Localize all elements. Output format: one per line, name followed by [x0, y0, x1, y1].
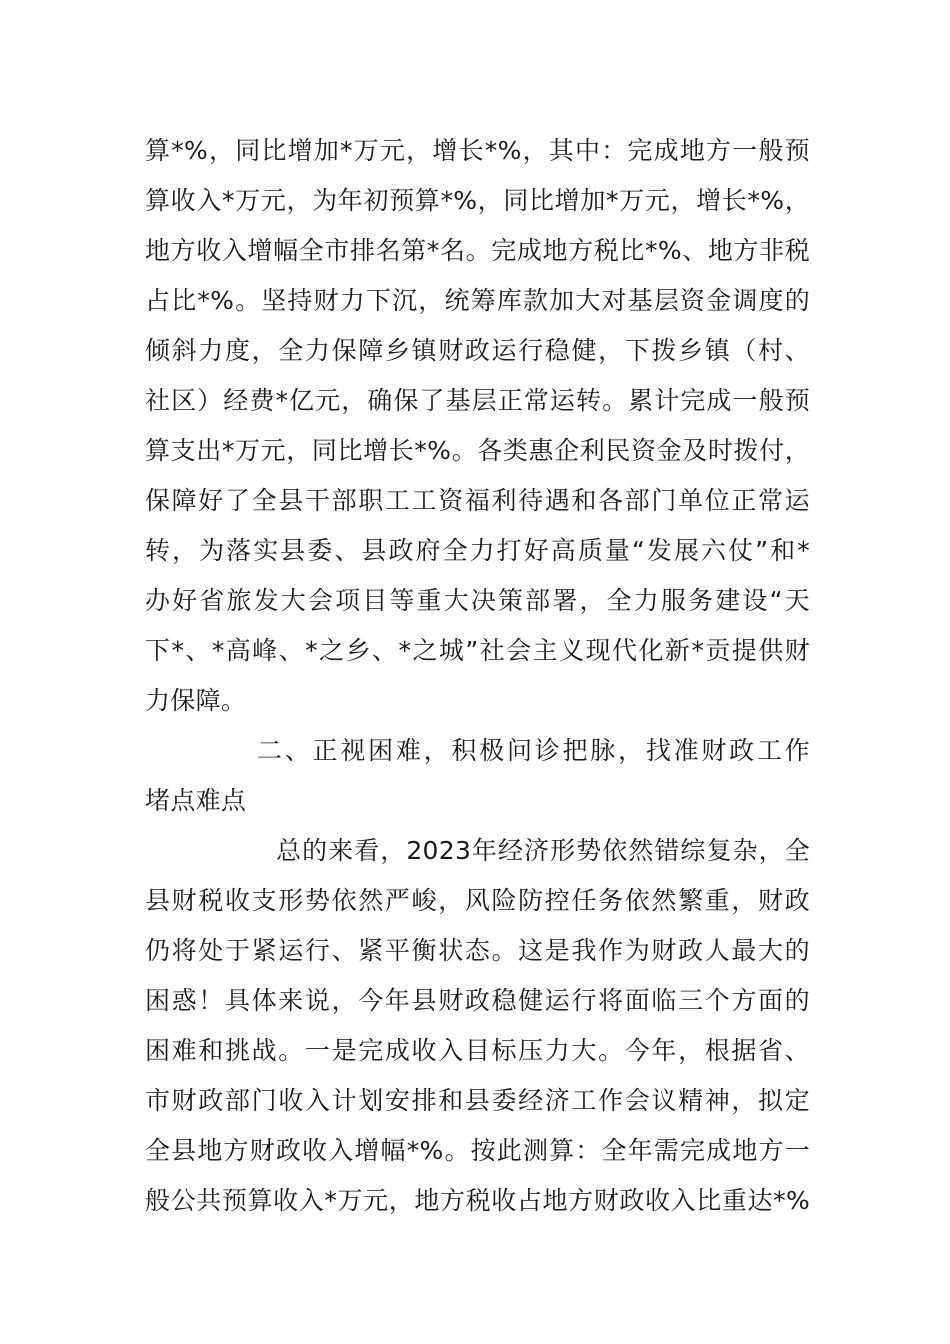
paragraph-line: 下*、*高峰、*之乡、*之城”社会主义现代化新*贡提供财 — [145, 636, 810, 665]
paragraph-line: 全县地方财政收入增幅*%。按此测算：全年需完成地方一 — [145, 1136, 810, 1165]
paragraph-line: 仍将处于紧运行、紧平衡状态。这是我作为财政人最大的 — [145, 936, 810, 965]
paragraph-line: 算支出*万元，同比增长*%。各类惠企利民资金及时拨付， — [145, 436, 810, 465]
paragraph-line: 算*%，同比增加*万元，增长*%，其中：完成地方一般预 — [145, 136, 810, 165]
paragraph-line: 市财政部门收入计划安排和县委经济工作会议精神，拟定 — [145, 1086, 810, 1115]
paragraph-line: 倾斜力度，全力保障乡镇财政运行稳健，下拨乡镇（村、 — [145, 336, 810, 365]
paragraph-line: 算收入*万元，为年初预算*%，同比增加*万元，增长*%， — [145, 186, 810, 215]
section-heading: 二、正视困难，积极问诊把脉，找准财政工作 — [257, 736, 810, 765]
paragraph-line: 般公共预算收入*万元，地方税收占地方财政收入比重达*% — [145, 1186, 810, 1215]
paragraph-line: 困难和挑战。一是完成收入目标压力大。今年，根据省、 — [145, 1036, 810, 1065]
paragraph-line: 县财税收支形势依然严峻，风险防控任务依然繁重，财政 — [145, 886, 810, 915]
paragraph-line: 保障好了全县干部职工工资福利待遇和各部门单位正常运 — [145, 486, 810, 515]
paragraph-line: 占比*%。坚持财力下沉，统筹库款加大对基层资金调度的 — [145, 286, 810, 315]
paragraph-line: 转，为落实县委、县政府全力打好高质量“发展六仗”和* — [145, 536, 810, 565]
paragraph-line: 总的来看，2023年经济形势依然错综复杂，全 — [276, 836, 810, 865]
section-heading-continued: 堵点难点 — [145, 786, 247, 815]
paragraph-line: 办好省旅发大会项目等重大决策部署，全力服务建设“天 — [145, 586, 810, 615]
paragraph-line: 困惑！具体来说，今年县财政稳健运行将面临三个方面的 — [145, 986, 810, 1015]
paragraph-line: 社区）经费*亿元，确保了基层正常运转。累计完成一般预 — [145, 386, 810, 415]
paragraph-line: 力保障。 — [145, 686, 247, 715]
paragraph-line: 地方收入增幅全市排名第*名。完成地方税比*%、地方非税 — [145, 236, 810, 265]
